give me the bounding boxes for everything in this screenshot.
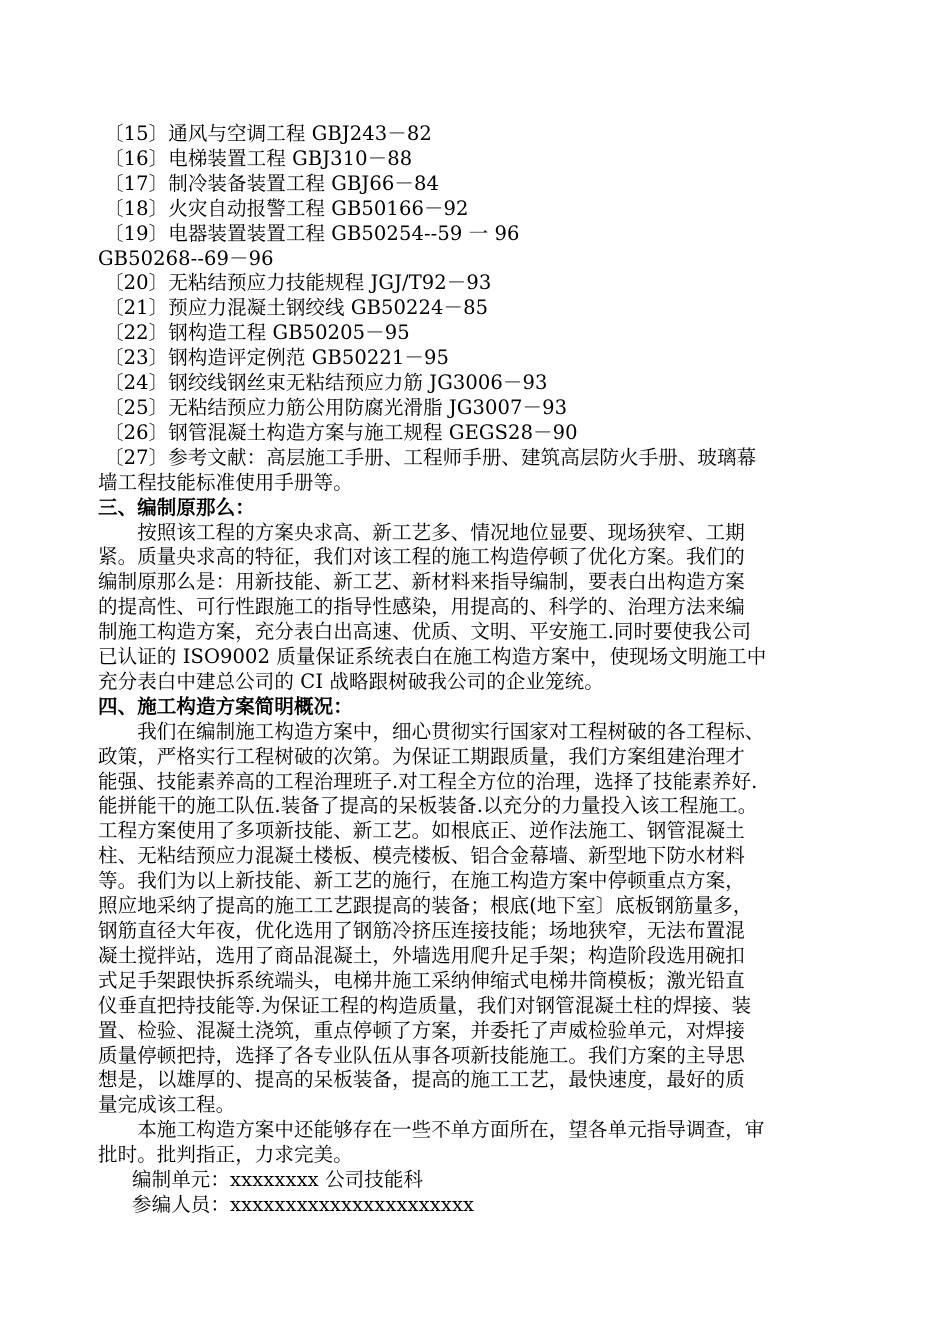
paragraph-line: 本施工构造方案中还能够存在一些不单方面所在，望各单元指导调查，审 (98, 1118, 765, 1142)
section-compile-principles (98, 496, 858, 695)
standard-item: 〔19〕电器装置装置工程 GB50254--59 一 96 (104, 221, 520, 245)
paragraph-line: 政策，严格实行工程树破的次第。为保证工期跟质量，我们方案组建治理才 (98, 744, 745, 768)
paragraph-line: 的提高性、可行性跟施工的指导性感染，用提高的、科学的、治理方法来编 (98, 595, 745, 619)
standard-item: 〔16〕电梯装置工程 GBJ310－88 (104, 146, 413, 170)
paragraph-line: 凝土搅拌站，选用了商品混凝土，外墙选用爬升足手架；构造阶段选用碗扣 (98, 943, 745, 967)
paragraph-line: 钢筋直径大年夜，优化选用了钢筋冷挤压连接技能；场地狭窄，无法布置混 (98, 919, 745, 942)
standard-item: 〔17〕制冷装备装置工程 GBJ66－84 (104, 171, 439, 195)
section-heading: 四、施工构造方案简明概况： (98, 694, 353, 718)
paragraph-line: 制施工构造方案，充分表白出高速、优质、文明、平安施工.同时要使我公司 (98, 620, 752, 644)
standard-item: 〔25〕无粘结预应力筋公用防腐光滑脂 JG3007－93 (104, 395, 568, 419)
paragraph-line: 照应地采纳了提高的施工工艺跟提高的装备；根底(地下室〕底板钢筋量多， (98, 894, 753, 918)
paragraph-line: 已认证的 ISO9002 质量保证系统表白在施工构造方案中，使现场文明施工中 (98, 645, 767, 669)
standard-item: 〔22〕钢构造工程 GB50205－95 (104, 321, 410, 345)
paragraph-line: 柱、无粘结预应力混凝土楼板、模壳楼板、铝合金幕墙、新型地下防水材料 (98, 844, 745, 868)
standard-item: 〔18〕火灾自动报警工程 GB50166－92 (104, 196, 469, 220)
paragraph-line: 能强、技能素养高的工程治理班子.对工程全方位的治理，选择了技能素养好. (98, 769, 758, 793)
paragraph-line: 想是，以雄厚的、提高的呆板装备，提高的施工工艺，最快速度，最好的质 (98, 1068, 745, 1092)
standard-item: 〔24〕钢绞线钢丝束无粘结预应力筋 JG3006－93 (104, 371, 548, 395)
standard-item: 〔20〕无粘结预应力技能规程 JGJ/T92－93 (104, 271, 492, 295)
paragraph-line: 紧。质量央求高的特征，我们对该工程的施工构造停顿了优化方案。我们的 (98, 545, 745, 569)
paragraph-line: 工程方案使用了多项新技能、新工艺。如根底正、逆作法施工、钢管混凝土 (98, 819, 745, 843)
paragraph-line: 充分表白中建总公司的 CI 战略跟树破我公司的企业笼统。 (98, 669, 604, 693)
paragraph-line: 质量停顿把持，选择了各专业队伍从事各项新技能施工。我们方案的主导思 (98, 1043, 745, 1067)
standard-item-continuation: GB50268--69－96 (98, 246, 274, 270)
standard-item: 〔27〕参考文献：高层施工手册、工程师手册、建筑高层防火手册、玻璃幕 (104, 445, 757, 469)
paragraph-line: 量完成该工程。 (98, 1093, 236, 1117)
document-footer (98, 1168, 858, 1218)
standard-item: 〔26〕钢管混凝土构造方案与施工规程 GEGS28－90 (104, 420, 578, 444)
standard-item-continuation: 墙工程技能标准使用手册等。 (98, 470, 353, 494)
standard-item: 〔23〕钢构造评定例范 GB50221－95 (104, 346, 449, 370)
paragraph-line: 能拼能干的施工队伍.装备了提高的呆板装备.以充分的力量投入该工程施工。 (98, 794, 758, 818)
paragraph-line: 批时。批判指正，力求完美。 (98, 1143, 353, 1167)
section-heading: 三、编制原那么： (98, 495, 255, 519)
section-plan-overview (98, 695, 858, 1118)
contributing-members: 参编人员：xxxxxxxxxxxxxxxxxxxxxx (132, 1192, 475, 1216)
paragraph-line: 等。我们为以上新技能、新工艺的施行，在施工构造方案中停顿重点方案， (98, 869, 745, 893)
standard-item: 〔15〕通风与空调工程 GBJ243－82 (104, 122, 432, 145)
paragraph-line: 置、检验、混凝土浇筑，重点停顿了方案，并委托了声威检验单元，对焊接 (98, 1018, 745, 1042)
paragraph-line: 仪垂直把持技能等.为保证工程的构造质量，我们对钢管混凝土柱的焊接、装 (98, 993, 752, 1017)
paragraph-line: 编制原那么是：用新技能、新工艺、新材料来指导编制，要表白出构造方案 (98, 570, 745, 594)
closing-paragraph (98, 1118, 858, 1168)
compiling-unit: 编制单元：xxxxxxxx 公司技能科 (132, 1168, 424, 1192)
document-page (98, 122, 858, 1218)
paragraph-line: 式足手架跟快拆系统端头，电梯井施工采纳伸缩式电梯井筒模板；激光铅直 (98, 968, 745, 992)
standard-item: 〔21〕预应力混凝土钢绞线 GB50224－85 (104, 296, 489, 320)
standards-list (98, 122, 858, 496)
paragraph-line: 我们在编制施工构造方案中，细心贯彻实行国家对工程树破的各工程标、 (98, 719, 765, 743)
paragraph-line: 按照该工程的方案央求高、新工艺多、情况地位显要、现场狭窄、工期 (98, 520, 745, 544)
